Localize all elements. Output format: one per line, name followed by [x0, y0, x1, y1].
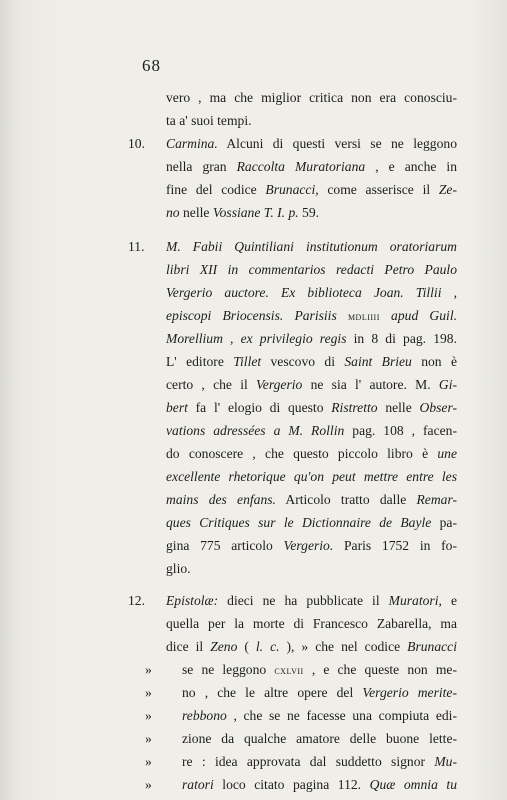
- text-run: dieci ne ha pubblicate il: [218, 593, 389, 608]
- italic-text: ques Critiques sur le Dictionnaire de Bayle: [166, 515, 432, 530]
- italic-text: ratori: [182, 777, 214, 792]
- text-line: [166, 373, 457, 396]
- text-line: [166, 327, 457, 350]
- italic-text: une: [437, 446, 457, 461]
- italic-text: Vossiane T. I. p.: [212, 205, 299, 220]
- italic-text: Tillet: [233, 354, 262, 369]
- quote-mark: »: [145, 731, 152, 746]
- italic-text: Vergerio.: [283, 538, 334, 553]
- text-run: do conoscere , che questo piccolo libro è: [166, 446, 438, 461]
- roman-numeral: cxlvii: [274, 663, 304, 677]
- text-run: non è: [411, 354, 457, 369]
- italic-text: excellente rhetorique qu'on peut mettre entre les: [166, 469, 457, 484]
- text-line: [166, 281, 457, 304]
- text-run: 59.: [298, 205, 320, 220]
- text-line: [166, 178, 457, 201]
- text-line: [166, 304, 457, 327]
- text-run: (: [237, 639, 256, 654]
- italic-text: Remar-: [416, 492, 457, 507]
- text-run: dice il: [166, 639, 211, 654]
- italic-text: Carmina.: [166, 136, 218, 151]
- text-line: [166, 612, 457, 635]
- quote-mark: »: [145, 777, 152, 792]
- text-run: loco citato pagina 112.: [213, 777, 370, 792]
- italic-text: episcopi Briocensis. Parisiis: [166, 308, 348, 323]
- italic-text: rebbono: [182, 708, 227, 723]
- italic-text: bert: [166, 400, 188, 415]
- text-run: pa-: [431, 515, 457, 530]
- text-run: pag. 108 , facen-: [344, 423, 457, 438]
- italic-text: apud Guil.: [379, 308, 457, 323]
- italic-text: Morellium , ex privilegio regis: [166, 331, 347, 346]
- text-line: [166, 350, 457, 373]
- italic-text: Zeno: [210, 639, 238, 654]
- text-line: [166, 155, 457, 178]
- text-line: [166, 511, 457, 534]
- text-run: ), » che nel codice: [279, 639, 408, 654]
- italic-text: Muratori: [388, 593, 439, 608]
- text-line: [182, 681, 457, 704]
- italic-text: Vergerio merite-: [362, 685, 457, 700]
- roman-numeral: mdliiii: [347, 309, 380, 323]
- text-run: nelle: [179, 205, 213, 220]
- text-run: , e che queste non me-: [303, 662, 457, 677]
- text-run: fine del codice: [166, 182, 266, 197]
- italic-text: no: [166, 205, 180, 220]
- italic-text: Gi-: [438, 377, 457, 392]
- text-run: se ne leggono: [182, 662, 275, 677]
- italic-text: M. Fabii Quintiliani institutionum oratoriarum: [166, 239, 457, 254]
- quote-mark: »: [145, 708, 152, 723]
- text-line: [166, 235, 457, 258]
- italic-text: Vergerio: [256, 377, 303, 392]
- text-run: come asserisce il: [318, 182, 439, 197]
- text-run: , e: [438, 593, 457, 608]
- text-line: [166, 86, 457, 109]
- text-run: L' editore: [166, 354, 234, 369]
- italic-text: Epistolæ:: [166, 593, 219, 608]
- quote-mark: »: [145, 754, 152, 769]
- text-line: [166, 488, 457, 511]
- italic-text: mains des enfans.: [166, 492, 276, 507]
- italic-text: Ze-: [438, 182, 457, 197]
- text-run: in 8 di pag. 198.: [346, 331, 457, 346]
- text-run: vero , ma che miglior critica non era conosciu-: [166, 90, 457, 105]
- text-line: [166, 419, 457, 442]
- text-line: [166, 442, 457, 465]
- text-run: nella gran: [166, 159, 237, 174]
- text-run: zione da qualche amatore delle buone lette-: [182, 731, 457, 746]
- text-line: [182, 704, 457, 727]
- italic-text: Ristretto: [331, 400, 378, 415]
- italic-text: Raccolta Muratoriana: [236, 159, 366, 174]
- item-number: 11.: [128, 239, 145, 254]
- italic-text: libri XII in commentarios redacti Petro Paulo: [166, 262, 457, 277]
- text-run: , e anche in: [365, 159, 457, 174]
- text-line: [166, 465, 457, 488]
- italic-text: Vergerio auctore. Ex biblioteca Joan. Tillii ,: [166, 285, 457, 300]
- text-run: fa l' elogio di questo: [187, 400, 332, 415]
- text-run: quella per la morte di Francesco Zabarella, ma: [166, 616, 457, 631]
- text-run: ta a' suoi tempi.: [166, 113, 252, 128]
- item-number: 12.: [128, 593, 145, 608]
- text-line: [166, 132, 457, 155]
- italic-text: vations adressées a M. Rollin: [166, 423, 345, 438]
- text-line: [182, 727, 457, 750]
- text-run: Paris 1752 in fo-: [333, 538, 457, 553]
- italic-text: l. c.: [255, 639, 280, 654]
- text-line: [166, 201, 319, 224]
- italic-text: Brunacci: [407, 639, 457, 654]
- text-run: glio.: [166, 561, 191, 576]
- text-line: [166, 534, 457, 557]
- text-line: [182, 773, 457, 796]
- quote-mark: »: [145, 662, 152, 677]
- text-line: [166, 557, 191, 580]
- text-line: [166, 635, 457, 658]
- text-line: [166, 589, 457, 612]
- text-run: re : idea approvata dal suddetto signor: [182, 754, 435, 769]
- text-line: [166, 258, 457, 281]
- italic-text: Quæ omnia tu: [369, 777, 457, 792]
- text-run: vescovo di: [261, 354, 345, 369]
- text-run: Articolo tratto dalle: [275, 492, 417, 507]
- text-run: no , che le altre opere del: [182, 685, 363, 700]
- text-run: ne sia l' autore. M.: [302, 377, 439, 392]
- text-run: nelle: [377, 400, 420, 415]
- text-line: [182, 658, 457, 681]
- italic-text: Brunacci,: [265, 182, 319, 197]
- text-line: [166, 396, 457, 419]
- italic-text: Obser-: [419, 400, 457, 415]
- italic-text: Saint Brieu: [344, 354, 412, 369]
- text-line: [166, 109, 252, 132]
- italic-text: Mu-: [434, 754, 457, 769]
- text-run: , che se ne facesse una compiuta edi-: [226, 708, 457, 723]
- text-run: gina 775 articolo: [166, 538, 284, 553]
- item-number: 10.: [128, 136, 145, 151]
- text-run: certo , che il: [166, 377, 257, 392]
- text-line: [182, 750, 457, 773]
- quote-mark: »: [145, 685, 152, 700]
- text-run: Alcuni di questi versi se ne leggono: [217, 136, 457, 151]
- page-number: 68: [142, 56, 161, 75]
